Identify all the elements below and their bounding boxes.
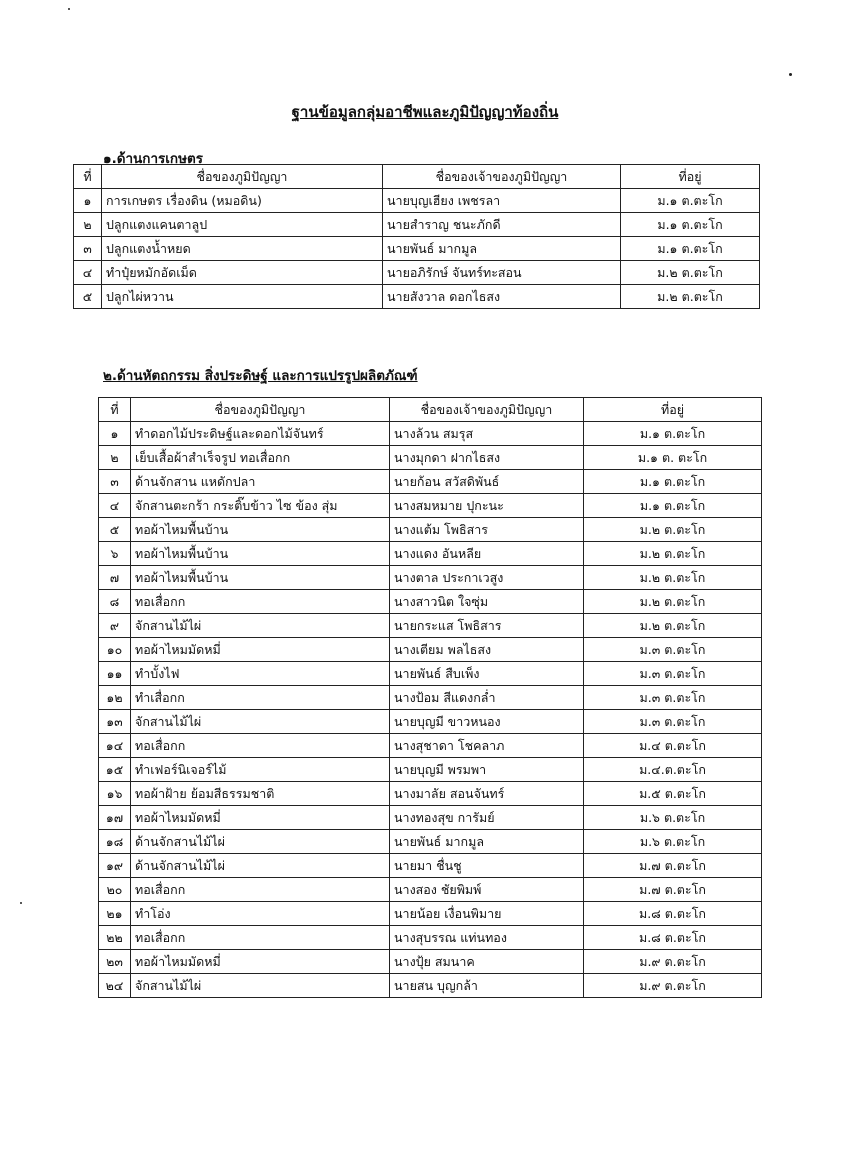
cell-owner: นางสุบรรณ แท่นทอง	[390, 926, 584, 950]
cell-owner: นางเตียม พลไธสง	[390, 638, 584, 662]
cell-address: ม.๒ ต.ตะโก	[584, 518, 762, 542]
cell-name: จักสานตะกร้า กระติ๊บข้าว ไซ ข้อง สุ่ม	[131, 494, 390, 518]
cell-address: ม.๑ ต.ตะโก	[584, 494, 762, 518]
header-name: ชื่อของภูมิปัญญา	[102, 165, 383, 189]
cell-owner: นายบุญมี พรมพา	[390, 758, 584, 782]
table-row	[99, 830, 762, 854]
header-owner: ชื่อของเจ้าของภูมิปัญญา	[390, 398, 584, 422]
header-owner: ชื่อของเจ้าของภูมิปัญญา	[383, 165, 621, 189]
cell-no: ๑	[74, 189, 102, 213]
page-title: ฐานข้อมูลกลุ่มอาชีพและภูมิปัญญาท้องถิ่น	[291, 103, 559, 121]
cell-name: จักสานไม้ไผ่	[131, 974, 390, 998]
table-header-row	[74, 165, 760, 189]
cell-name: ปลูกแตงแคนตาลูป	[102, 213, 383, 237]
cell-name: ทอผ้าไหมพื้นบ้าน	[131, 566, 390, 590]
cell-owner: นางสมหมาย ปุกะนะ	[390, 494, 584, 518]
cell-owner: นายมา ชื่นชู	[390, 854, 584, 878]
cell-owner: นายสังวาล ดอกไธสง	[383, 285, 621, 309]
cell-name: ทำเฟอร์นิเจอร์ไม้	[131, 758, 390, 782]
table-row	[99, 422, 762, 446]
cell-address: ม.๒ ต.ตะโก	[584, 614, 762, 638]
cell-address: ม.๒ ต.ตะโก	[584, 542, 762, 566]
cell-no: ๑	[99, 422, 131, 446]
table-row	[99, 782, 762, 806]
cell-no: ๑๓	[99, 710, 131, 734]
cell-owner: นางมุกดา ฝากไธสง	[390, 446, 584, 470]
table-row	[99, 686, 762, 710]
cell-name: ทอผ้าฝ้าย ย้อมสีธรรมชาติ	[131, 782, 390, 806]
table-row	[99, 470, 762, 494]
cell-no: ๒๓	[99, 950, 131, 974]
cell-no: ๑๐	[99, 638, 131, 662]
table-row	[99, 806, 762, 830]
cell-no: ๑๔	[99, 734, 131, 758]
cell-name: ทอผ้าไหมพื้นบ้าน	[131, 542, 390, 566]
cell-owner: นายพันธ์ มากมูล	[383, 237, 621, 261]
cell-name: ทำเสื่อกก	[131, 686, 390, 710]
section2-heading: ๒.ด้านหัตถกรรม สิ่งประดิษฐ์ และการแปรรูปผลิตภัณฑ์	[103, 368, 418, 384]
cell-no: ๒๐	[99, 878, 131, 902]
cell-owner: นางล้วน สมรุส	[390, 422, 584, 446]
cell-name: ทอผ้าไหมมัดหมี่	[131, 806, 390, 830]
cell-owner: นางมาลัย สอนจันทร์	[390, 782, 584, 806]
cell-no: ๑๕	[99, 758, 131, 782]
cell-owner: นายสน บุญกล้า	[390, 974, 584, 998]
table-row	[99, 638, 762, 662]
cell-name: เย็บเสื้อผ้าสำเร็จรูป ทอเสื่อกก	[131, 446, 390, 470]
cell-address: ม.๕ ต.ตะโก	[584, 782, 762, 806]
cell-address: ม.๘ ต.ตะโก	[584, 902, 762, 926]
agriculture-table	[73, 164, 760, 309]
cell-address: ม.๙ ต.ตะโก	[584, 974, 762, 998]
cell-address: ม.๒ ต.ตะโก	[584, 590, 762, 614]
cell-name: ทำดอกไม้ประดิษฐ์และดอกไม้จันทร์	[131, 422, 390, 446]
cell-address: ม.๑ ต.ตะโก	[621, 213, 760, 237]
cell-no: ๒๑	[99, 902, 131, 926]
cell-address: ม.๘ ต.ตะโก	[584, 926, 762, 950]
cell-no: ๒	[74, 213, 102, 237]
cell-owner: นายสำราญ ชนะภักดี	[383, 213, 621, 237]
cell-no: ๕	[74, 285, 102, 309]
cell-no: ๑๘	[99, 830, 131, 854]
header-no: ที่	[74, 165, 102, 189]
cell-address: ม.๙ ต.ตะโก	[584, 950, 762, 974]
cell-name: ทอเสื่อกก	[131, 878, 390, 902]
table-row	[99, 758, 762, 782]
table-row	[99, 662, 762, 686]
header-address: ที่อยู่	[584, 398, 762, 422]
cell-address: ม.๒ ต.ตะโก	[621, 285, 760, 309]
table-header-row	[99, 398, 762, 422]
cell-address: ม.๔ ต.ตะโก	[584, 734, 762, 758]
cell-no: ๒๔	[99, 974, 131, 998]
cell-address: ม.๑ ต.ตะโก	[584, 470, 762, 494]
header-address: ที่อยู่	[621, 165, 760, 189]
cell-owner: นางสาวนิต ใจซุ่ม	[390, 590, 584, 614]
cell-address: ม.๑ ต.ตะโก	[621, 189, 760, 213]
cell-address: ม.๓ ต.ตะโก	[584, 710, 762, 734]
table-row	[99, 590, 762, 614]
cell-no: ๘	[99, 590, 131, 614]
cell-address: ม.๗ ต.ตะโก	[584, 878, 762, 902]
cell-owner: นางแต้ม โพธิสาร	[390, 518, 584, 542]
cell-name: ทอผ้าไหมมัดหมี่	[131, 950, 390, 974]
scan-speck	[20, 902, 22, 904]
cell-owner: นายบุญมี ขาวหนอง	[390, 710, 584, 734]
scan-speck	[789, 73, 792, 76]
cell-address: ม.๑ ต.ตะโก	[621, 237, 760, 261]
cell-address: ม.๑ ต.ตะโก	[584, 422, 762, 446]
cell-owner: นางปุ้ย สมนาค	[390, 950, 584, 974]
cell-name: จักสานไม้ไผ่	[131, 614, 390, 638]
cell-name: จักสานไม้ไผ่	[131, 710, 390, 734]
cell-owner: นายน้อย เงื่อนพิมาย	[390, 902, 584, 926]
table-row	[99, 494, 762, 518]
cell-owner: นางแดง อันหลีย	[390, 542, 584, 566]
table-row	[99, 710, 762, 734]
cell-name: ด้านจักสาน แหดักปลา	[131, 470, 390, 494]
cell-address: ม.๓ ต.ตะโก	[584, 662, 762, 686]
cell-address: ม.๑ ต. ตะโก	[584, 446, 762, 470]
table-row	[74, 189, 760, 213]
cell-no: ๑๙	[99, 854, 131, 878]
cell-owner: นางสอง ชัยพิมพ์	[390, 878, 584, 902]
scan-speck	[68, 8, 70, 10]
cell-name: ทอเสื่อกก	[131, 590, 390, 614]
cell-name: ด้านจักสานไม้ไผ่	[131, 830, 390, 854]
cell-owner: นางป้อม สีแดงกล่ำ	[390, 686, 584, 710]
table-row	[74, 237, 760, 261]
cell-address: ม.๗ ต.ตะโก	[584, 854, 762, 878]
table-row	[99, 926, 762, 950]
cell-no: ๓	[74, 237, 102, 261]
cell-no: ๕	[99, 518, 131, 542]
table-row	[74, 285, 760, 309]
cell-name: ด้านจักสานไม้ไผ่	[131, 854, 390, 878]
cell-name: ทำโอ่ง	[131, 902, 390, 926]
table-row	[99, 542, 762, 566]
cell-no: ๔	[74, 261, 102, 285]
cell-name: ทอผ้าไหมมัดหมี่	[131, 638, 390, 662]
cell-name: ทอผ้าไหมพื้นบ้าน	[131, 518, 390, 542]
header-name: ชื่อของภูมิปัญญา	[131, 398, 390, 422]
cell-name: ทอเสื่อกก	[131, 926, 390, 950]
cell-address: ม.๖ ต.ตะโก	[584, 830, 762, 854]
cell-owner: นางตาล ประกาเวสูง	[390, 566, 584, 590]
table-row	[99, 446, 762, 470]
cell-owner: นางสุชาดา โชคลาภ	[390, 734, 584, 758]
cell-no: ๓	[99, 470, 131, 494]
cell-name: ทำปุ๋ยหมักอัดเม็ด	[102, 261, 383, 285]
cell-no: ๙	[99, 614, 131, 638]
cell-name: ปลูกไผ่หวาน	[102, 285, 383, 309]
cell-name: ทำบั้งไฟ	[131, 662, 390, 686]
cell-no: ๒	[99, 446, 131, 470]
cell-no: ๒๒	[99, 926, 131, 950]
cell-no: ๑๑	[99, 662, 131, 686]
cell-no: ๖	[99, 542, 131, 566]
cell-no: ๔	[99, 494, 131, 518]
cell-address: ม.๖ ต.ตะโก	[584, 806, 762, 830]
cell-address: ม.๓ ต.ตะโก	[584, 686, 762, 710]
cell-no: ๑๒	[99, 686, 131, 710]
cell-owner: นายกระแส โพธิสาร	[390, 614, 584, 638]
cell-owner: นายพันธ์ มากมูล	[390, 830, 584, 854]
header-no: ที่	[99, 398, 131, 422]
cell-no: ๑๗	[99, 806, 131, 830]
cell-no: ๑๖	[99, 782, 131, 806]
table-row	[99, 950, 762, 974]
cell-address: ม.๒ ต.ตะโก	[621, 261, 760, 285]
table-row	[99, 974, 762, 998]
table-row	[99, 902, 762, 926]
cell-owner: นายบุญเฮียง เพชรลา	[383, 189, 621, 213]
table-row	[99, 566, 762, 590]
table-row	[99, 734, 762, 758]
cell-owner: นายพันธ์ สืบเพ็ง	[390, 662, 584, 686]
cell-owner: นางทองสุข การัมย์	[390, 806, 584, 830]
cell-owner: นายก้อน สวัสดิพันธ์	[390, 470, 584, 494]
handicraft-table	[98, 397, 762, 998]
cell-address: ม.๒ ต.ตะโก	[584, 566, 762, 590]
cell-name: ทอเสื่อกก	[131, 734, 390, 758]
table-row	[74, 261, 760, 285]
table-row	[74, 213, 760, 237]
cell-address: ม.๓ ต.ตะโก	[584, 638, 762, 662]
table-row	[99, 614, 762, 638]
cell-address: ม.๔.ต.ตะโก	[584, 758, 762, 782]
cell-name: การเกษตร เรื่องดิน (หมอดิน)	[102, 189, 383, 213]
cell-owner: นายอภิรักษ์ จันทร์ทะสอน	[383, 261, 621, 285]
table-row	[99, 854, 762, 878]
cell-name: ปลูกแตงน้ำหยด	[102, 237, 383, 261]
table-row	[99, 878, 762, 902]
cell-no: ๗	[99, 566, 131, 590]
section1-heading: ๑.ด้านการเกษตร	[103, 151, 203, 167]
table-row	[99, 518, 762, 542]
